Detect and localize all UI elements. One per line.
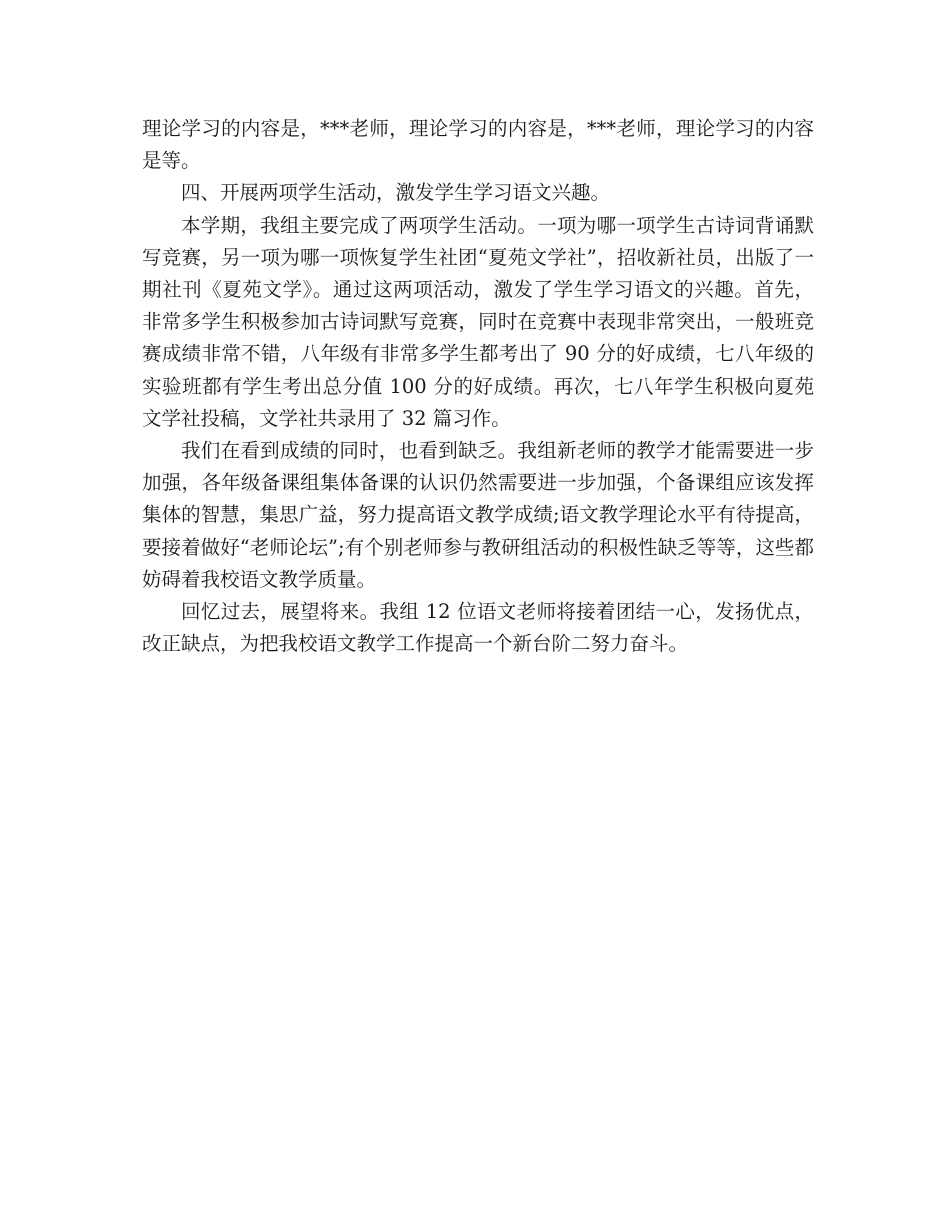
paragraph-shortcomings: 我们在看到成绩的同时，也看到缺乏。我组新老师的教学才能需要进一步加强，各年级备课组集体备课的认识仍然需要进一步加强，个备课组应该发挥集体的智慧，集思广益，努力提高语文教学成绩;语文教学理论水平有待提高，要接着做好“老师论坛”;有个别老师参与教研组活动的积极性缺乏等等，这些都妨碍着我校语文教学质量。 [142, 439, 814, 591]
section-heading: 四、开展两项学生活动，激发学生学习语文兴趣。 [181, 181, 611, 205]
document-body [142, 113, 814, 660]
paragraph-conclusion: 回忆过去，展望将来。我组 12 位语文老师将接着团结一心，发扬优点，改正缺点，为把我校语文教学工作提高一个新台阶二努力奋斗。 [142, 600, 814, 656]
paragraph-continuation: 理论学习的内容是，***老师，理论学习的内容是，***老师，理论学习的内容是等。 [142, 117, 814, 173]
paragraph-activities: 本学期，我组主要完成了两项学生活动。一项为哪一项学生古诗词背诵默写竞赛，另一项为哪一项恢复学生社团“夏苑文学社”，招收新社员，出版了一期社刊《夏苑文学》。通过这两项活动，激发了学生学习语文的兴趣。首先，非常多学生积极参加古诗词默写竞赛，同时在竞赛中表现非常突出，一般班竞赛成绩非常不错，八年级有非常多学生都考出了 90 分的好成绩，七八年级的实验班都有学生考出总分值 100 分的好成绩。再次，七八年学生积极向夏苑文学社投稿，文学社共录用了 32 篇习作。 [142, 213, 814, 430]
